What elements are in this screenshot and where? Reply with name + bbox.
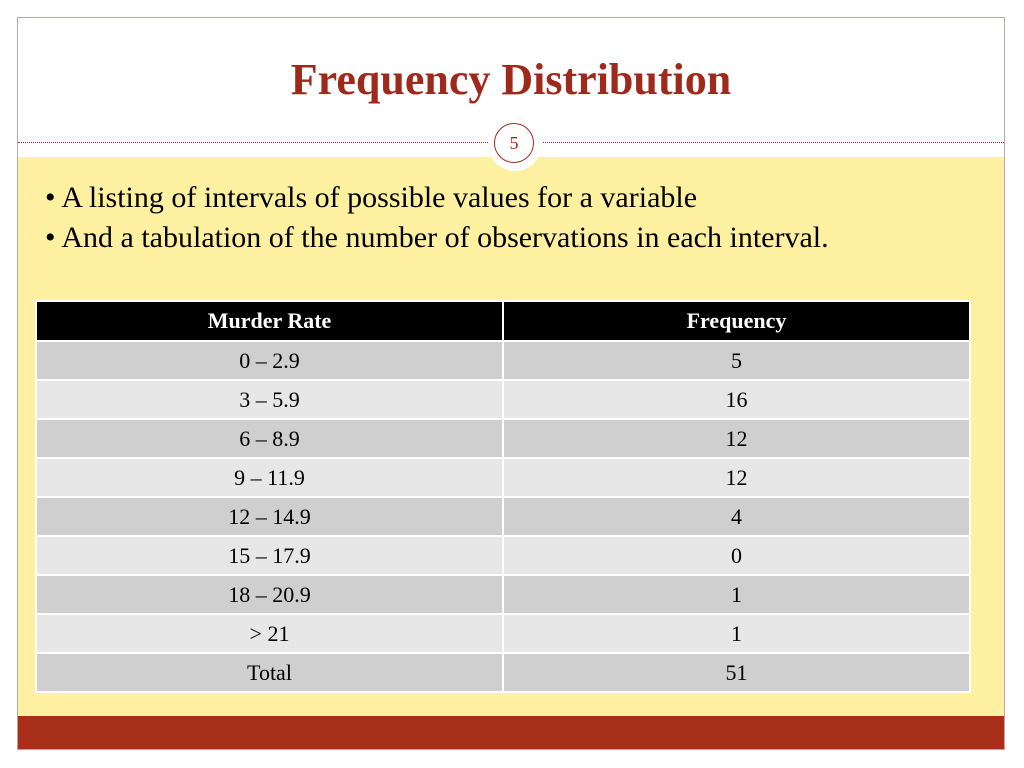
frequency-table bbox=[35, 300, 971, 693]
table-cell-frequency: 12 bbox=[503, 419, 970, 458]
slide bbox=[17, 17, 1005, 750]
table-row bbox=[36, 614, 970, 653]
table-row bbox=[36, 458, 970, 497]
table-row bbox=[36, 575, 970, 614]
table-cell-total-label: Total bbox=[36, 653, 503, 692]
table-cell-interval: 15 – 17.9 bbox=[36, 536, 503, 575]
table-cell-interval: 6 – 8.9 bbox=[36, 419, 503, 458]
table-cell-total-value: 51 bbox=[503, 653, 970, 692]
table-header-row bbox=[36, 301, 970, 341]
table-cell-interval: 18 – 20.9 bbox=[36, 575, 503, 614]
table-cell-interval: > 21 bbox=[36, 614, 503, 653]
table-cell-frequency: 4 bbox=[503, 497, 970, 536]
bullet-item: • A listing of intervals of possible values for a variable bbox=[45, 181, 698, 214]
table-row bbox=[36, 380, 970, 419]
table-row bbox=[36, 497, 970, 536]
table-cell-interval: 12 – 14.9 bbox=[36, 497, 503, 536]
table-cell-interval: 3 – 5.9 bbox=[36, 380, 503, 419]
table-cell-frequency: 12 bbox=[503, 458, 970, 497]
bullet-list bbox=[45, 178, 945, 258]
table-cell-frequency: 1 bbox=[503, 575, 970, 614]
page-number-badge bbox=[488, 117, 542, 171]
table-row bbox=[36, 341, 970, 380]
table-cell-frequency: 16 bbox=[503, 380, 970, 419]
table-cell-frequency: 5 bbox=[503, 341, 970, 380]
column-header-murder-rate: Murder Rate bbox=[36, 301, 503, 341]
table-row bbox=[36, 536, 970, 575]
table-cell-interval: 9 – 11.9 bbox=[36, 458, 503, 497]
bullet-item: • And a tabulation of the number of observations in each interval. bbox=[45, 221, 829, 254]
page-title: Frequency Distribution bbox=[290, 55, 732, 104]
table-cell-frequency: 1 bbox=[503, 614, 970, 653]
page-number: 5 bbox=[494, 123, 534, 163]
table-cell-interval: 0 – 2.9 bbox=[36, 341, 503, 380]
column-header-frequency: Frequency bbox=[503, 301, 970, 341]
table-row-total bbox=[36, 653, 970, 692]
footer-band bbox=[18, 716, 1004, 750]
table-row bbox=[36, 419, 970, 458]
table-cell-frequency: 0 bbox=[503, 536, 970, 575]
